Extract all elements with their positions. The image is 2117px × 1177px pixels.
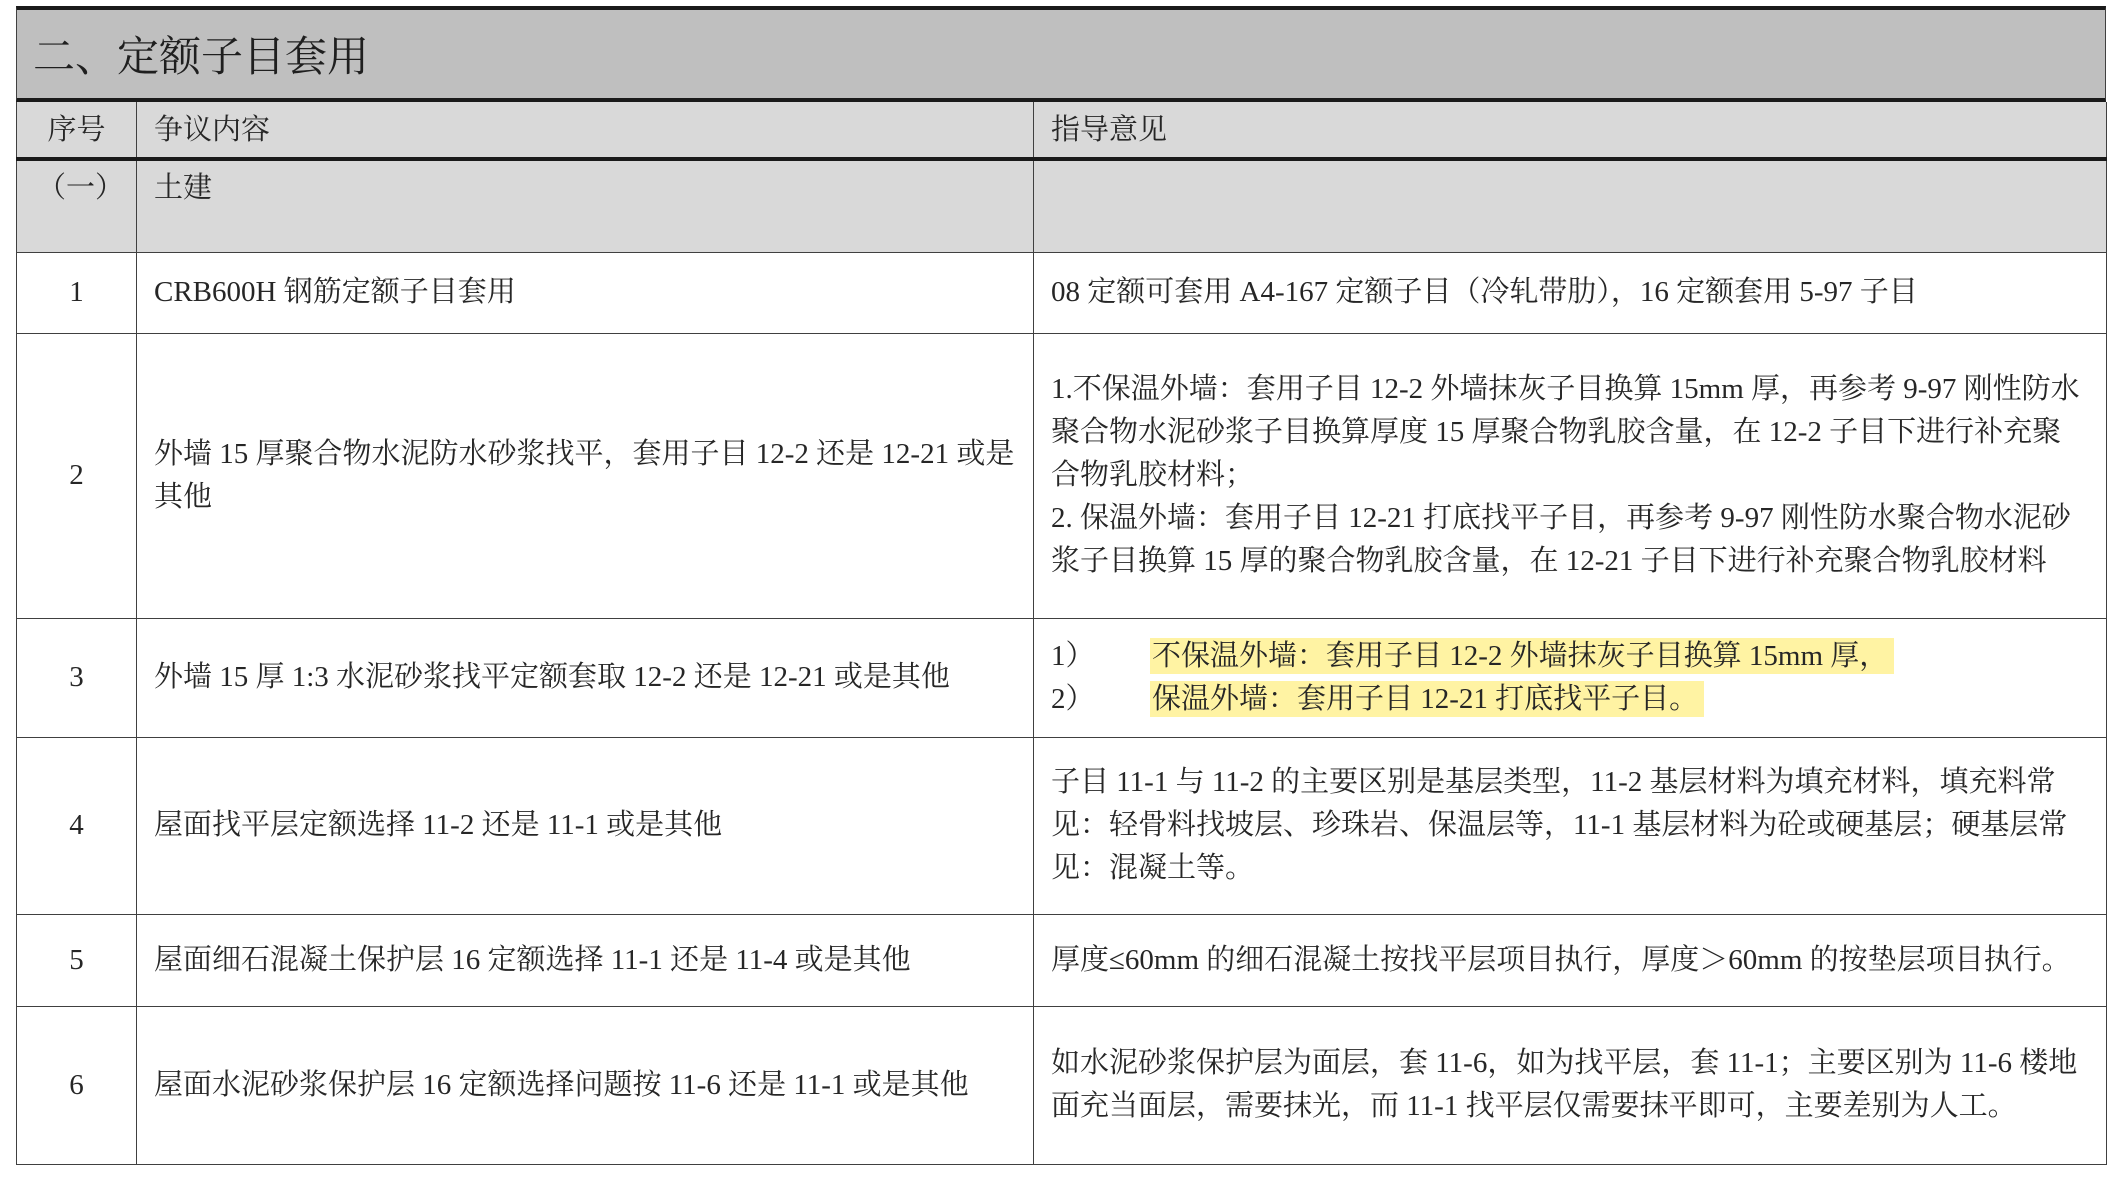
dispute-table — [16, 102, 2107, 1165]
row-num: 6 — [17, 1006, 137, 1164]
guidance-item-marker: 2） — [1051, 682, 1095, 715]
row-guidance — [1034, 914, 2107, 1006]
table-row — [17, 252, 2107, 333]
table-row — [17, 914, 2107, 1006]
guidance-item — [1051, 678, 2089, 721]
guidance-item — [1051, 635, 2089, 678]
guidance-paragraph: 1.不保温外墙：套用子目 12-2 外墙抹灰子目换算 15mm 厚，再参考 9-97 刚性防水聚合物水泥砂浆子目换算厚度 15 厚聚合物乳胶含量，在 12-2 子目下进行补充聚合物乳胶材料； — [1051, 373, 2080, 491]
table-row — [17, 1006, 2107, 1164]
guidance-paragraph: 08 定额可套用 A4-167 定额子目（冷轧带肋），16 定额套用 5-97 子目 — [1051, 276, 1918, 308]
category-row — [17, 159, 2107, 252]
highlighted-guidance-text: 保温外墙：套用子目 12-21 打底找平子目。 — [1150, 681, 1704, 717]
guidance-paragraph: 2. 保温外墙：套用子目 12-21 打底找平子目，再参考 9-97 刚性防水聚合物水泥砂浆子目换算 15 厚的聚合物乳胶含量，在 12-21 子目下进行补充聚合物乳胶材料 — [1051, 502, 2071, 577]
table-header-row — [17, 102, 2107, 159]
category-guidance-cell — [1034, 159, 2107, 252]
guidance-paragraph: 如水泥砂浆保护层为面层，套 11-6，如为找平层，套 11-1；主要区别为 11-6 楼地面充当面层，需要抹光，而 11-1 找平层仅需要抹平即可，主要差别为人工。 — [1051, 1047, 2078, 1122]
row-num: 3 — [17, 618, 137, 737]
dispute-table-sheet — [16, 6, 2106, 1165]
table-row — [17, 618, 2107, 737]
table-row — [17, 333, 2107, 618]
table-row — [17, 737, 2107, 914]
row-issue: 外墙 15 厚 1:3 水泥砂浆找平定额套取 12-2 还是 12-21 或是其他 — [137, 618, 1034, 737]
row-num: 4 — [17, 737, 137, 914]
category-num: （一） — [17, 159, 137, 252]
row-num: 1 — [17, 252, 137, 333]
guidance-paragraph: 子目 11-1 与 11-2 的主要区别是基层类型，11-2 基层材料为填充材料，填充料常见：轻骨料找坡层、珍珠岩、保温层等，11-1 基层材料为砼或硬基层；硬基层常见：混凝土等。 — [1051, 766, 2068, 884]
row-guidance — [1034, 252, 2107, 333]
row-issue: CRB600H 钢筋定额子目套用 — [137, 252, 1034, 333]
row-issue: 外墙 15 厚聚合物水泥防水砂浆找平，套用子目 12-2 还是 12-21 或是其他 — [137, 333, 1034, 618]
col-header-issue: 争议内容 — [137, 102, 1034, 159]
row-guidance — [1034, 618, 2107, 737]
row-num: 5 — [17, 914, 137, 1006]
row-issue: 屋面水泥砂浆保护层 16 定额选择问题按 11-6 还是 11-1 或是其他 — [137, 1006, 1034, 1164]
category-label: 土建 — [137, 159, 1034, 252]
row-issue: 屋面细石混凝土保护层 16 定额选择 11-1 还是 11-4 或是其他 — [137, 914, 1034, 1006]
guidance-item-marker: 1） — [1051, 639, 1095, 672]
col-header-num: 序号 — [17, 102, 137, 159]
row-num: 2 — [17, 333, 137, 618]
row-guidance — [1034, 1006, 2107, 1164]
row-issue: 屋面找平层定额选择 11-2 还是 11-1 或是其他 — [137, 737, 1034, 914]
section-title: 二、定额子目套用 — [16, 6, 2106, 102]
highlighted-guidance-text: 不保温外墙：套用子目 12-2 外墙抹灰子目换算 15mm 厚， — [1150, 638, 1894, 674]
col-header-guidance: 指导意见 — [1034, 102, 2107, 159]
guidance-paragraph: 厚度≤60mm 的细石混凝土按找平层项目执行，厚度＞60mm 的按垫层项目执行。 — [1051, 943, 2071, 976]
row-guidance — [1034, 333, 2107, 618]
row-guidance — [1034, 737, 2107, 914]
